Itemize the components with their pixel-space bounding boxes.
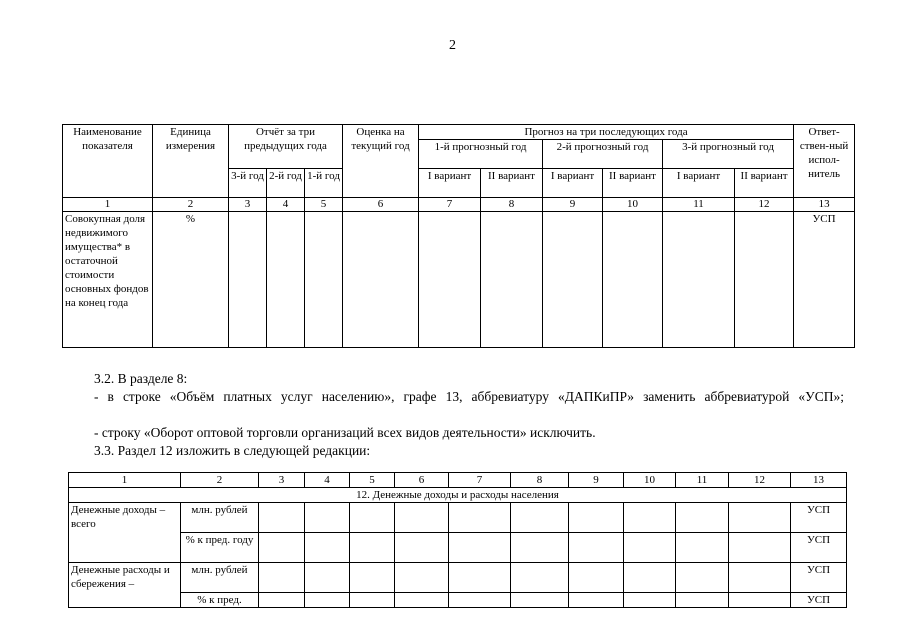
row-responsible: УСП (794, 212, 855, 348)
header-variant-1: I вариант (419, 169, 481, 198)
header-forecast-year-2: 2-й прогнозный год (543, 140, 663, 169)
row-name: Денежные расходы и сбережения – (69, 563, 181, 608)
col-number: 13 (791, 473, 847, 488)
header-year-3: 3-й год (229, 169, 267, 198)
paragraph-3-2: 3.2. В разделе 8: (94, 371, 188, 386)
col-number: 11 (663, 198, 735, 212)
col-number: 8 (511, 473, 569, 488)
row-responsible: УСП (791, 503, 847, 533)
header-year-2: 2-й год (267, 169, 305, 198)
col-number: 9 (569, 473, 624, 488)
header-variant-2: II вариант (603, 169, 663, 198)
col-number: 2 (153, 198, 229, 212)
col-number: 7 (449, 473, 511, 488)
header-variant-2: II вариант (735, 169, 794, 198)
header-variant-1: I вариант (663, 169, 735, 198)
col-number: 6 (395, 473, 449, 488)
header-forecast-year-1: 1-й прогнозный год (419, 140, 543, 169)
header-forecast-year-3: 3-й прогнозный год (663, 140, 794, 169)
row-responsible: УСП (791, 593, 847, 608)
col-number: 1 (63, 198, 153, 212)
col-number: 10 (624, 473, 676, 488)
page-number: 2 (449, 38, 456, 53)
col-number: 4 (267, 198, 305, 212)
col-number: 6 (343, 198, 419, 212)
col-number: 2 (181, 473, 259, 488)
paragraph-line-2: - строку «Оборот оптовой торговли организаций всех видов деятельности» исключить. (94, 425, 596, 440)
row-name: Совокупная доля недвижимого имущества* в остаточной стоимости основных фондов на конец года (63, 212, 153, 348)
col-number: 7 (419, 198, 481, 212)
section-12-table (68, 472, 847, 608)
col-number: 3 (259, 473, 305, 488)
header-forecast: Прогноз на три последующих года (419, 125, 794, 140)
col-number: 12 (729, 473, 791, 488)
header-estimate: Оценка на текущий год (343, 125, 419, 198)
col-number: 11 (676, 473, 729, 488)
row-unit: млн. рублей (181, 503, 259, 533)
col-number: 5 (305, 198, 343, 212)
row-name: Денежные доходы – всего (69, 503, 181, 563)
header-variant-1: I вариант (543, 169, 603, 198)
row-unit: % к пред. (181, 593, 259, 608)
header-variant-2: II вариант (481, 169, 543, 198)
paragraph-3-3: 3.3. Раздел 12 изложить в следующей редакции: (94, 443, 371, 458)
header-year-1: 1-й год (305, 169, 343, 198)
paragraph-line-1: - в строке «Объём платных услуг населению», графе 13, аббревиатуру «ДАПКиПР» заменить аббревиатурой «УСП»; (94, 389, 844, 404)
row-unit: % к пред. году (181, 533, 259, 563)
col-number: 4 (305, 473, 350, 488)
header-responsible: Ответ-ствен-ный испол-нитель (794, 125, 855, 198)
col-number: 5 (350, 473, 395, 488)
col-number: 12 (735, 198, 794, 212)
indicator-table (62, 124, 855, 348)
row-unit: млн. рублей (181, 563, 259, 593)
section-title: 12. Денежные доходы и расходы населения (69, 488, 847, 503)
col-number: 13 (794, 198, 855, 212)
header-report: Отчёт за три предыдущих года (229, 125, 343, 169)
header-name: Наименование показателя (63, 125, 153, 198)
col-number: 10 (603, 198, 663, 212)
header-unit: Единица измерения (153, 125, 229, 198)
row-responsible: УСП (791, 563, 847, 593)
col-number: 9 (543, 198, 603, 212)
col-number: 1 (69, 473, 181, 488)
row-unit: % (153, 212, 229, 348)
col-number: 3 (229, 198, 267, 212)
col-number: 8 (481, 198, 543, 212)
row-responsible: УСП (791, 533, 847, 563)
